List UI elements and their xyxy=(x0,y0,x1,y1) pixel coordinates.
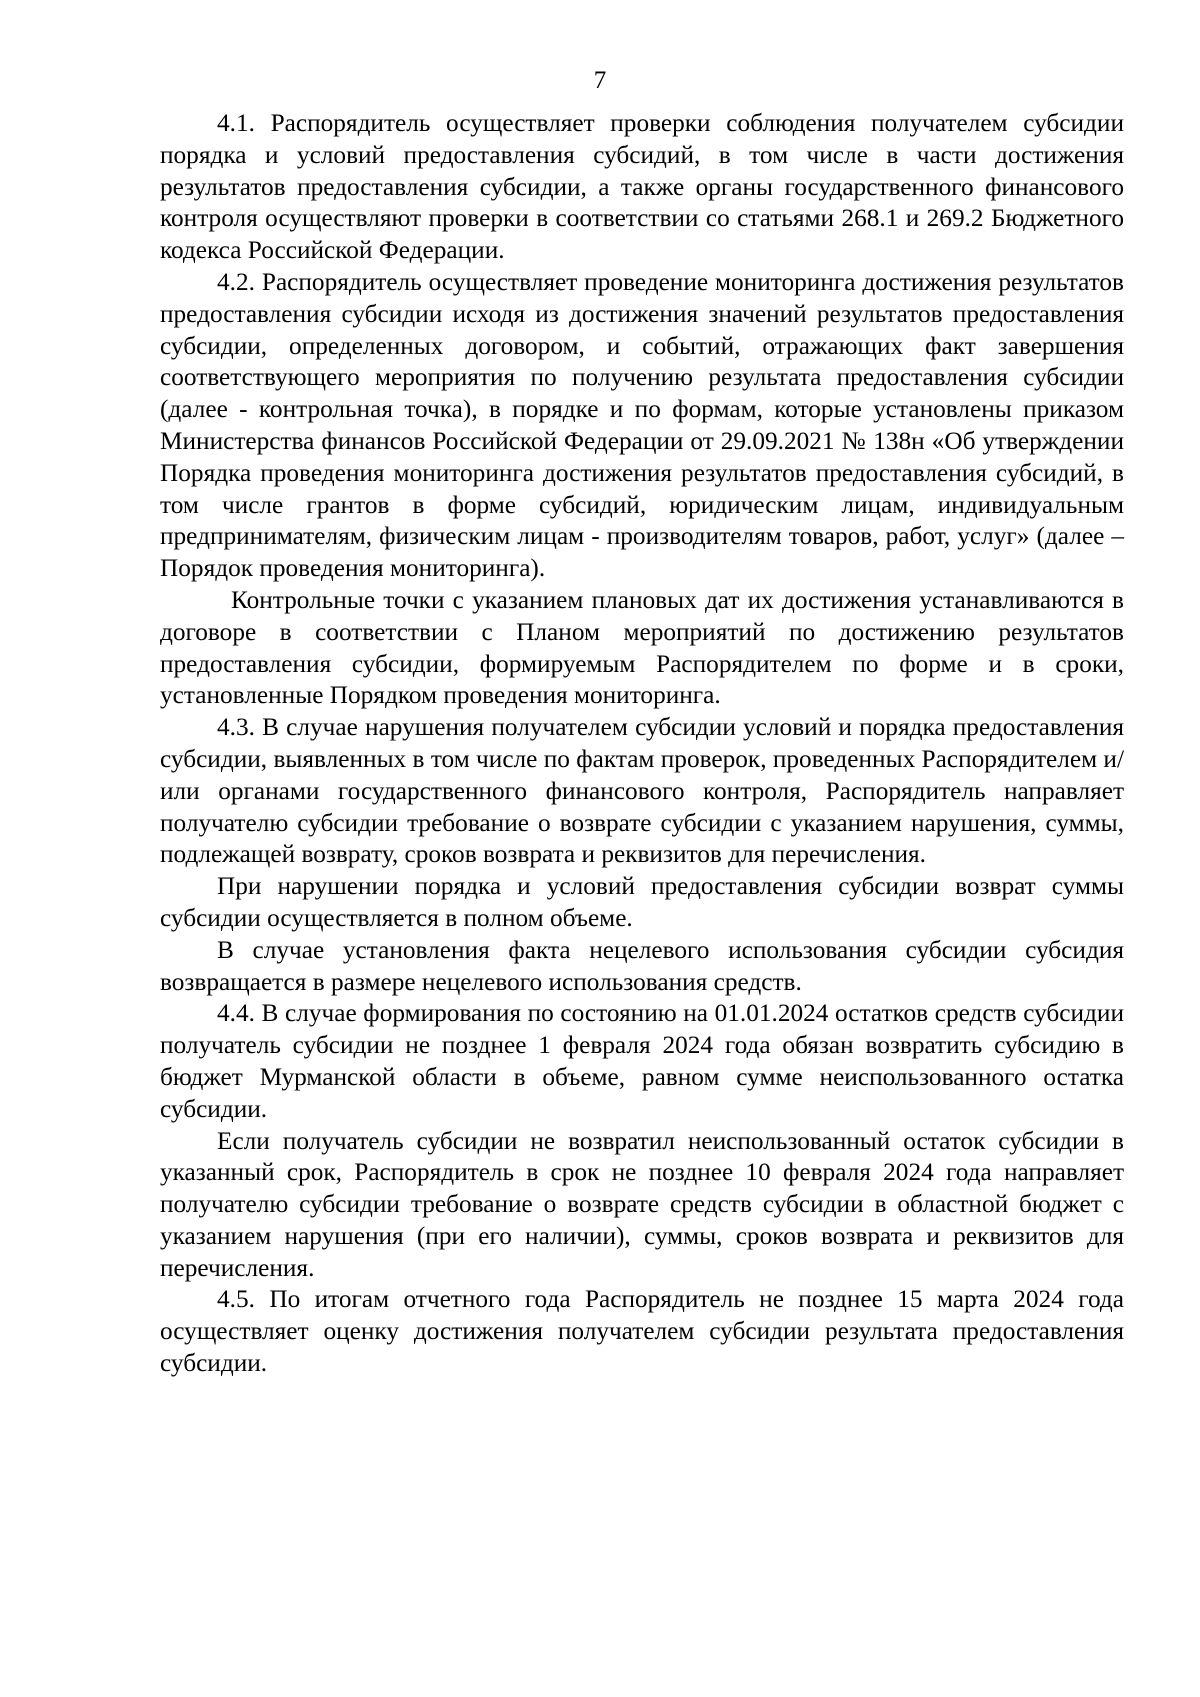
paragraph-4-1: 4.1. Распорядитель осуществляет проверки соблюдения получателем субсидии порядка и условий предоставления субсидий, в том числе в части достижения результатов предоставления субсидии, а также органы государственного финансового контроля осуществляют проверки в соответствии со статьями 268.1 и 269.2 Бюджетного кодекса Российской Федерации. xyxy=(160,109,1124,265)
page-number: 7 xyxy=(593,67,607,94)
document-body xyxy=(160,108,1124,1380)
paragraph-full-refund: При нарушении порядка и условий предоставления субсидии возврат суммы субсидии осуществляется в полном объеме. xyxy=(160,872,1124,932)
paragraph-4-3: 4.3. В случае нарушения получателем субсидии условий и порядка предоставления субсидии, выявленных в том числе по фактам проверок, проведенных Распорядителем и/или органами государственного финансового контроля, Распорядитель направляет получателю субсидии требование о возврате субсидии с указанием нарушения, суммы, подлежащей возврату, сроков возврата и реквизитов для перечисления. xyxy=(160,713,1124,869)
paragraph-misuse-refund: В случае установления факта нецелевого использования субсидии субсидия возвращается в размере нецелевого использования средств. xyxy=(160,935,1124,996)
paragraph-unreturned-balance: Если получатель субсидии не возвратил неиспользованный остаток субсидии в указанный срок, Распорядитель в срок не позднее 10 февраля 2024 года направляет получателю субсидии требование о возврате средств субсидии в областной бюджет с указанием нарушения (при его наличии), суммы, сроков возврата и реквизитов для перечисления. xyxy=(160,1126,1124,1282)
paragraph-4-5: 4.5. По итогам отчетного года Распорядитель не позднее 15 марта 2024 года осуществляет оценку достижения получателем субсидии результата предоставления субсидии. xyxy=(160,1285,1124,1378)
paragraph-4-2: 4.2. Распорядитель осуществляет проведение мониторинга достижения результатов предоставления субсидии исходя из достижения значений результатов предоставления субсидии, определенных договором, и событий, отражающих факт завершения соответствующего мероприятия по получению результата предоставления субсидии (далее - контрольная точка), в порядке и по формам, которые установлены приказом Министерства финансов Российской Федерации от 29.09.2021 № 138н «Об утверждении Порядка проведения мониторинга достижения результатов предоставления субсидий, в том числе грантов в форме субсидий, юридическим лицам, индивидуальным предпринимателям, физическим лицам - производителям товаров, работ, услуг» (далее – Порядок проведения мониторинга). xyxy=(160,267,1124,583)
paragraph-control-points: Контрольные точки с указанием плановых дат их достижения устанавливаются в договоре в соответствии с Планом мероприятий по достижению результатов предоставления субсидии, формируемым Распорядителем по форме и в сроки, установленные Порядком проведения мониторинга. xyxy=(160,585,1124,710)
paragraph-4-4: 4.4. В случае формирования по состоянию на 01.01.2024 остатков средств субсидии получатель субсидии не позднее 1 февраля 2024 года обязан возвратить субсидию в бюджет Мурманской области в объеме, равном сумме неиспользованного остатка субсидии. xyxy=(160,999,1124,1123)
